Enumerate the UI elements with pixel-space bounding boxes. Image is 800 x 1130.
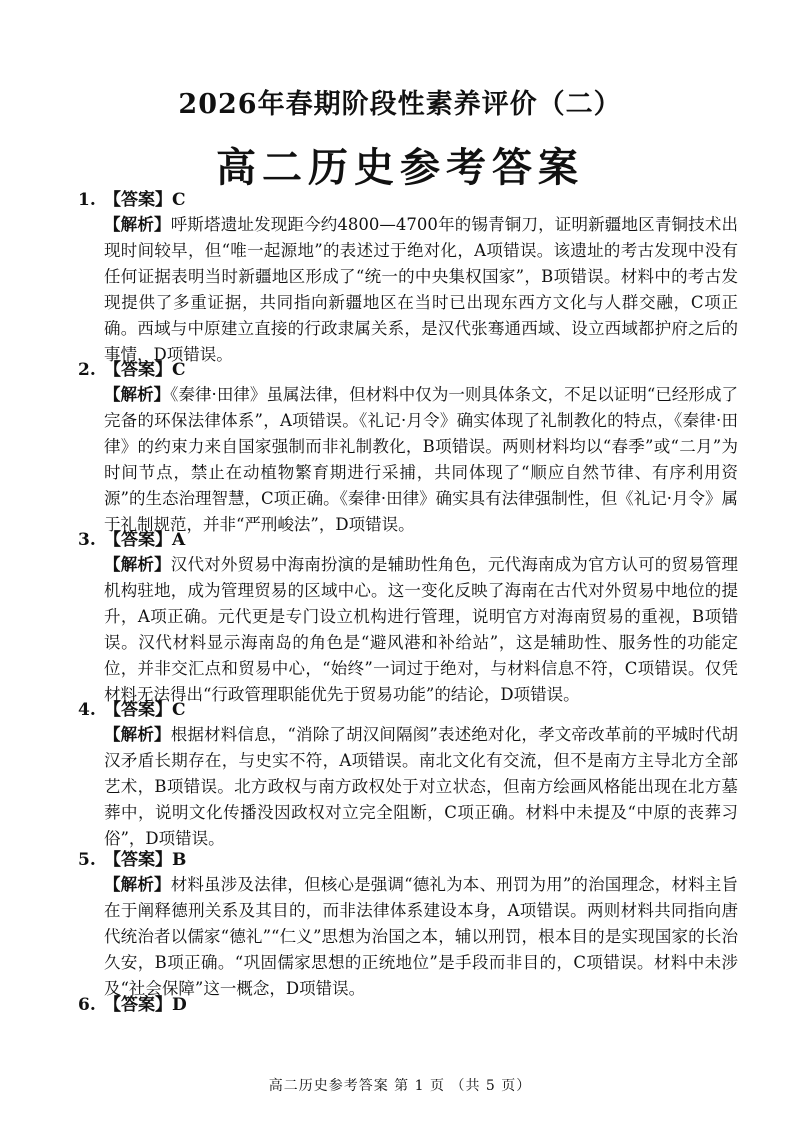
answer-item-1 (78, 188, 739, 364)
exam-title: 2026年春期阶段性素养评价（二） (178, 89, 622, 120)
question-number: 4. (78, 700, 96, 720)
page-footer: 高二历史参考答案 第 1 页 （共 5 页） (268, 1078, 532, 1094)
answer-choice: D (172, 995, 187, 1015)
analysis-block (104, 872, 738, 1002)
analysis-block (104, 722, 738, 852)
question-number: 2. (78, 360, 96, 380)
analysis-text: 根据材料信息，“消除了胡汉间隔阂”表述绝对化，孝文帝改革前的平城时代胡汉矛盾长期存在，与史实不符，A项错误。南北文化有交流，但不是南方主导北方全部艺术，B项错误。北方政权与南方政权处于对立状态，但南方绘画风格能出现在北方墓葬中，说明文化传播没因政权对立完全阻断，C项正确。材料中未提及“中原的丧葬习俗”，D项错误。 (104, 725, 739, 848)
answer-tag: 【答案】 (104, 530, 172, 550)
answer-choice: B (172, 850, 187, 870)
answer-item-3 (78, 528, 739, 704)
answer-tag: 【答案】 (104, 190, 172, 210)
answer-tag: 【答案】 (104, 995, 172, 1015)
answer-choice: C (172, 190, 186, 210)
answer-item-6 (78, 993, 738, 1017)
analysis-text: 呼斯塔遗址发现距今约4800—4700年的锡青铜刀，证明新疆地区青铜技术出现时间较早，但“唯一起源地”的表述过于绝对化，A项错误。该遗址的考古发现中没有任何证据表明当时新疆地区形成了“统一的中央集权国家”，B项错误。材料中的考古发现提供了多重证据，共同指向新疆地区在当时已出现东西方文化与人群交融，C项正确。西域与中原建立直接的行政隶属关系，是汉代张骞通西域、设立西域都护府之后的事情，D项错误。 (104, 215, 739, 364)
analysis-tag: 【解析】 (104, 875, 171, 894)
answer-choice: A (172, 530, 186, 550)
analysis-text: 《秦律·田律》虽属法律，但材料中仅为一则具体条文，不足以证明“已经形成了完备的环保法律体系”，A项错误。《礼记·月令》确实体现了礼制教化的特点，《秦律·田律》的约束力来自国家强制而非礼制教化，B项错误。两则材料均以“春季”或“二月”为时间节点，禁止在动植物繁育期进行采捕，共同体现了“顺应自然节律、有序利用资源”的生态治理智慧，C项正确。《秦律·田律》确实具有法律强制性，但《礼记·月令》属于礼制规范，并非“严刑峻法”，D项错误。 (104, 385, 739, 534)
answer-line (78, 993, 738, 1017)
analysis-tag: 【解析】 (104, 725, 171, 744)
analysis-block (104, 382, 739, 534)
answer-item-2 (78, 358, 739, 534)
answer-tag: 【答案】 (104, 700, 172, 720)
answer-tag: 【答案】 (104, 850, 172, 870)
answer-item-4 (78, 698, 738, 852)
answer-choice: C (172, 700, 186, 720)
answer-choice: C (172, 360, 186, 380)
answer-line (78, 698, 738, 722)
analysis-tag: 【解析】 (104, 555, 171, 574)
answer-tag: 【答案】 (104, 360, 172, 380)
page-title: 高二历史参考答案 (216, 144, 584, 191)
analysis-block (104, 552, 739, 704)
analysis-tag: 【解析】 (104, 385, 171, 404)
analysis-text: 材料虽涉及法律，但核心是强调“德礼为本、刑罚为用”的治国理念，材料主旨在于阐释德刑关系及其目的，而非法律体系建设本身，A项错误。两则材料共同指向唐代统治者以儒家“德礼”“仁义”思想为治国之本，辅以刑罚，根本目的是实现国家的长治久安，B项正确。“巩固儒家思想的正统地位”是手段而非目的，C项错误。材料中未涉及“社会保障”这一概念，D项错误。 (104, 875, 739, 998)
question-number: 1. (78, 190, 96, 210)
answer-line (78, 528, 738, 552)
answer-line (78, 358, 738, 382)
question-number: 5. (78, 850, 96, 870)
analysis-tag: 【解析】 (104, 215, 171, 234)
question-number: 6. (78, 995, 96, 1015)
question-number: 3. (78, 530, 96, 550)
answer-line (78, 848, 738, 872)
analysis-text: 汉代对外贸易中海南扮演的是辅助性角色，元代海南成为官方认可的贸易管理机构驻地，成为管理贸易的区域中心。这一变化反映了海南在古代对外贸易中地位的提升，A项正确。元代更是专门设立机构进行管理，说明官方对海南贸易的重视，B项错误。汉代材料显示海南岛的角色是“避风港和补给站”，这是辅助性、服务性的功能定位，并非交汇点和贸易中心，“始终”一词过于绝对，与材料信息不符，C项错误。仅凭材料无法得出“行政管理职能优先于贸易功能”的结论，D项错误。 (104, 555, 739, 704)
analysis-block (104, 212, 739, 364)
answer-item-5 (78, 848, 738, 1002)
answer-line (78, 188, 738, 212)
